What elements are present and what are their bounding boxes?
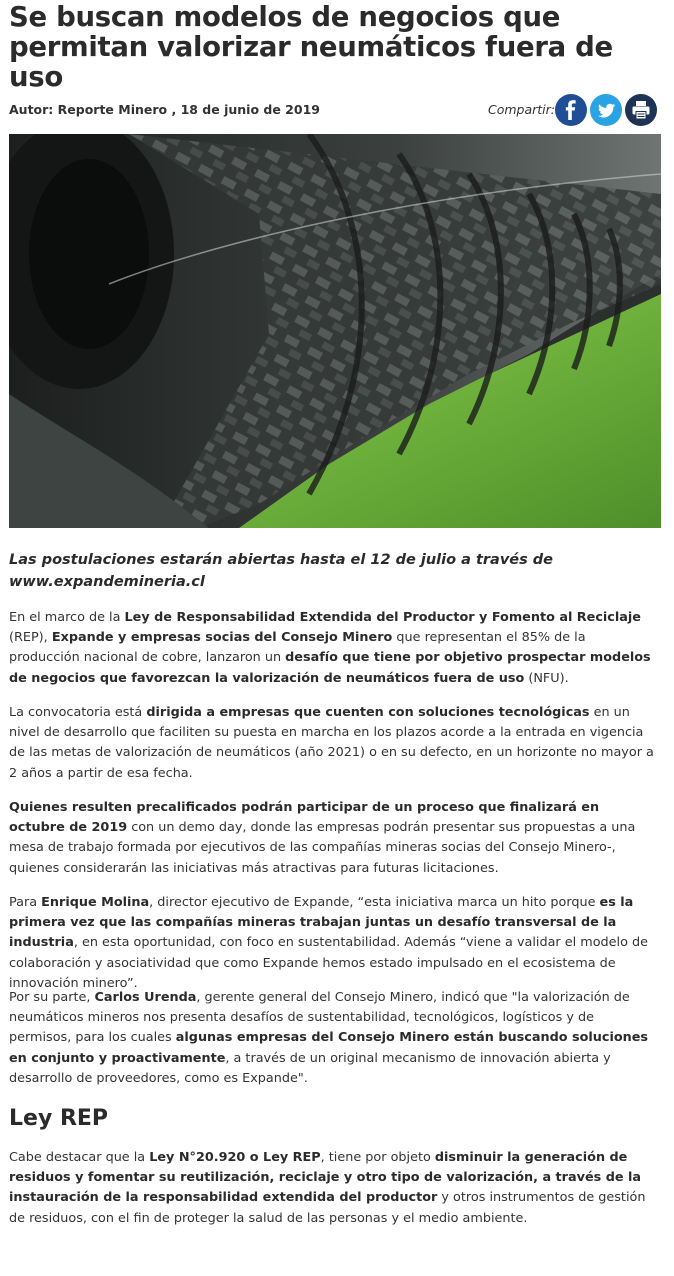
- tires-on-grass-photo: [9, 134, 661, 528]
- paragraph-4: [9, 893, 657, 994]
- text: (NFU).: [524, 670, 569, 686]
- bold-text: Ley de Responsabilidad Extendida del Productor y Fomento al Reciclaje: [124, 610, 641, 625]
- text: Cabe destacar que la: [9, 1150, 150, 1165]
- text: que representan el 85% de la producción nacional de cobre, lanzaron un: [9, 630, 586, 666]
- paragraph-6: [9, 1148, 657, 1229]
- facebook-share-button[interactable]: [555, 94, 587, 126]
- article-lead: Las postulaciones estarán abiertas hasta el 12 de julio a través de www.expandemineria.cl: [9, 552, 554, 590]
- text: en un nivel de desarrollo que faciliten su puesta en marcha en los plazos acorde a la entrada en vigencia de las metas de valorización de neumáticos (año 2021) o en su defecto, en un horizonte no mayor a 2 años a partir de esa fecha.: [9, 705, 654, 781]
- hero-image: [9, 134, 661, 528]
- section-heading: Ley REP: [9, 1106, 109, 1131]
- bold-text: desafío que tiene por objetivo prospectar modelos de negocios que favorezcan la valorización de neumáticos fuera de uso: [9, 650, 651, 686]
- text: , gerente general del Consejo Minero, indicó que "la valorización de neumáticos mineros nos presenta desafíos de sustentabilidad, tecnológicos, logísticos y de permisos, para los cuales: [9, 990, 630, 1046]
- paragraph-3: [9, 798, 657, 879]
- twitter-icon: [590, 94, 622, 126]
- paragraph-1: [9, 608, 657, 689]
- text: , tiene por objeto: [320, 1150, 435, 1165]
- text: , director ejecutivo de Expande, “esta iniciativa marca un hito porque: [149, 895, 600, 910]
- text: En el marco de la: [9, 610, 125, 625]
- share-label: Compartir:: [488, 102, 556, 117]
- bold-text: Ley N°20.920 o Ley REP: [149, 1150, 321, 1165]
- print-button[interactable]: [625, 94, 657, 126]
- bold-text: Carlos Urenda: [94, 990, 197, 1005]
- text: La convocatoria está: [9, 705, 147, 720]
- bold-text: Expande y empresas socias del Consejo Minero: [51, 630, 393, 646]
- facebook-icon: [555, 94, 587, 126]
- bold-text: Quienes resulten precalificados podrán participar de un proceso que finalizará en octubre de 2019: [9, 800, 600, 836]
- text: y otros instrumentos de gestión de residuos, con el fin de proteger la salud de las personas y el medio ambiente.: [9, 1190, 646, 1226]
- bold-text: disminuir la generación de residuos y fomentar su reutilización, reciclaje y otro tipo de valorización, a través de la instauración de la responsabilidad extendida del productor: [9, 1150, 642, 1206]
- text: (REP),: [9, 630, 52, 646]
- paragraph-5: [9, 988, 657, 1089]
- text: , en esta oportunidad, con foco en sustentabilidad. Además “viene a validar el modelo de colaboración y asociatividad que como Expande hemos estado impulsado en el ecosistema de innovación minero”.: [9, 935, 648, 991]
- paragraph-2: [9, 703, 657, 784]
- text: , a través de un original mecanismo de innovación abierta y desarrollo de proveedores, como es Expande".: [9, 1050, 611, 1086]
- bold-text: es la primera vez que las compañías mineras trabajan juntas un desafío transversal de la industria: [9, 895, 634, 951]
- article-title: Se buscan modelos de negocios que permitan valorizar neumáticos fuera de uso: [9, 1, 613, 93]
- bold-text: dirigida a empresas que cuenten con soluciones tecnológicas: [146, 705, 590, 720]
- bold-text: algunas empresas del Consejo Minero están buscando soluciones en conjunto y proactivamente: [9, 1030, 649, 1066]
- text: Para: [9, 895, 42, 910]
- text: con un demo day, donde las empresas podrán presentar sus propuestas a una mesa de trabajo formada por ejecutivos de las compañías mineras socias del Consejo Minero-, quienes considerarán las iniciativas más atractivas para futuras licitaciones.: [9, 820, 636, 876]
- text: Por su parte,: [9, 990, 95, 1005]
- twitter-share-button[interactable]: [590, 94, 622, 126]
- article-meta: Autor: Reporte Minero , 18 de junio de 2019: [9, 102, 320, 117]
- print-icon: [625, 94, 657, 126]
- bold-text: Enrique Molina: [41, 895, 150, 910]
